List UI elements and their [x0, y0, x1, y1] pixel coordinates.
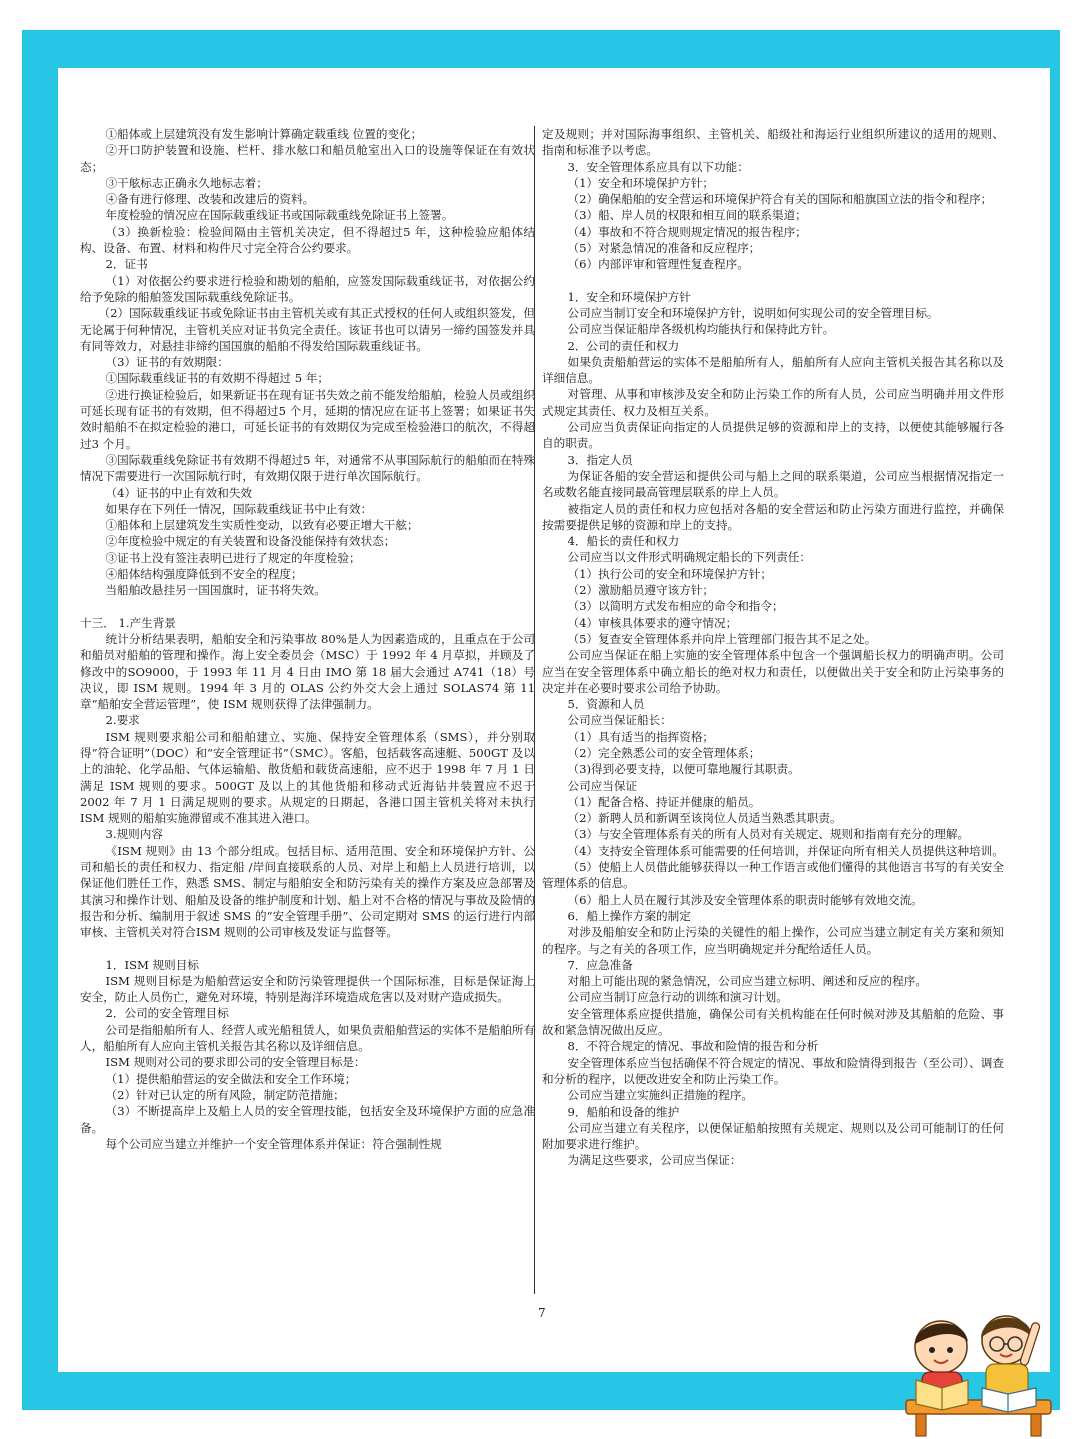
paragraph: （3）证书的有效期限： — [105, 355, 229, 370]
paragraph: ISM 规则对公司的要求即公司的安全管理目标是： — [105, 1055, 366, 1070]
paragraph: 2.要求 — [105, 713, 140, 728]
section-heading: 2．公司的责任和权力 — [567, 338, 680, 353]
paragraph: （1）具有适当的指挥资格； — [567, 729, 715, 744]
paragraph: （1）对依据公约要求进行检验和勘划的船舶，应签发国际载重线证书，对依据公约给予免除的船舶签发国际载重线免除证书。 — [80, 273, 535, 304]
paragraph: （2）完全熟悉公司的安全管理体系； — [567, 745, 761, 760]
section-heading: 3．指定人员 — [567, 452, 633, 467]
paragraph: 定及规则；并对国际海事组织、主管机关、船级社和海运行业组织所建议的适用的规则、指南和标准予以考虑。 — [542, 127, 1004, 158]
paragraph: 当船舶改悬挂另一国国旗时，证书将失效。 — [105, 583, 326, 598]
paragraph: ②年度检验中规定的有关装置和设备没能保持有效状态； — [105, 534, 396, 549]
paragraph: ①船体和上层建筑发生实质性变动，以致有必要正增大干舷； — [105, 518, 419, 533]
paragraph: ②进行换证检验后，如果新证书在现有证书失效之前不能发给船舶，检验人员或组织可延长现有证书的有效期，但不得超过5 个月，延期的情况应在证书上签署；如果证书失效时船舶不在拟定检验的港口，可延长证书的有效期仅为完成至检验港口的航次，不得超过3 个月。 — [80, 387, 535, 451]
paragraph: ③国际载重线免除证书有效期不得超过5 年，对通常不从事国际航行的船舶而在特殊情况下需要进行一次国际航行时，有效期仅限于进行单次国际航行。 — [80, 452, 535, 484]
paragraph: 公司应当建立实施纠正措施的程序。 — [567, 1088, 754, 1103]
right-column — [542, 126, 1004, 1169]
paragraph: ④备有进行修理、改装和改建后的资料。 — [105, 192, 315, 207]
paragraph: （4）审核具体要求的遵守情况； — [567, 615, 738, 630]
paragraph: ②开口防护装置和设施、栏杆、排水舷口和船员舱室出入口的设施等保证在有效状态； — [80, 143, 535, 174]
paragraph: （3）以简明方式发布相应的命令和指令； — [567, 599, 784, 614]
paragraph: （1）配备合格、持证并健康的船员。 — [567, 794, 761, 809]
paragraph: 安全管理体系应当包括确保不符合规定的情况、事故和险情得到报告（至公司）、调查和分析的程序，以便改进安全和防止污染工作。 — [542, 1055, 1004, 1086]
section-heading: 5．资源和人员 — [567, 697, 645, 712]
paragraph: 公司应当保证 — [567, 778, 638, 793]
paragraph: 3．安全管理体系应具有以下功能： — [567, 159, 749, 174]
paragraph: （5）复查安全管理体系并向岸上管理部门报告其不足之处。 — [567, 631, 877, 646]
paragraph: 公司应当保证在船上实施的安全管理体系中包含一个强调船长权力的明确声明。公司应当在安全管理体系中确立船长的绝对权力和责任，以便做出关于安全和防止污染事务的决定并在必要时要求公司给予协助。 — [542, 648, 1004, 695]
page-number: 7 — [538, 1306, 546, 1320]
paragraph: 3.规则内容 — [105, 827, 163, 842]
paragraph: （2）新聘人员和新调至该岗位人员适当熟悉其职责。 — [567, 811, 842, 826]
paragraph: 如果存在下列任一情况，国际载重线证书中止有效： — [105, 501, 373, 516]
paragraph: （5）使船上人员借此能够获得以一种工作语言或他们懂得的其他语言书写的有关安全管理体系的信息。 — [542, 860, 1004, 891]
column-divider — [534, 126, 536, 1294]
paragraph: 公司应当负责保证向指定的人员提供足够的资源和岸上的支持，以便使其能够履行各自的职责。 — [542, 420, 1004, 451]
section-heading: 1．安全和环境保护方针 — [567, 289, 691, 304]
paragraph: 公司应当制订安全和环境保护方针，说明如何实现公司的安全管理目标。 — [567, 305, 939, 320]
paragraph: （3）不断提高岸上及船上人员的安全管理技能，包括安全及环境保护方面的应急准备。 — [80, 1104, 535, 1135]
paragraph: 被指定人员的责任和权力应包括对各船的安全营运和防止污染方面进行监控，并确保按需要提供足够的资源和岸上的支持。 — [542, 501, 1004, 532]
paragraph: 如果负责船舶营运的实体不是船舶所有人，船舶所有人应向主管机关报告其名称以及详细信息。 — [542, 354, 1004, 386]
paragraph: （2）激励船员遵守该方针； — [567, 583, 715, 598]
paragraph: 公司是指船舶所有人、经营人或光船租赁人，如果负责船舶营运的实体不是船舶所有人，船舶所有人应向主管机关报告其名称以及详细信息。 — [80, 1022, 535, 1054]
paragraph: 公司应当保证船岸各级机构均能执行和保持此方针。 — [567, 322, 835, 337]
paragraph: ①国际载重线证书的有效期不得超过 5 年； — [105, 371, 329, 386]
paragraph: ①船体或上层建筑没有发生影响计算确定载重线 位置的变化； — [105, 127, 423, 141]
paragraph: （3）船、岸人员的权限和相互间的联系渠道； — [567, 208, 807, 223]
paragraph: 公司应当保证船长： — [567, 713, 672, 728]
paragraph: 对船上可能出现的紧急情况，公司应当建立标明、阐述和反应的程序。 — [567, 974, 927, 989]
paragraph: ③干舷标志正确永久地标志着； — [105, 175, 268, 190]
paragraph: （1）安全和环境保护方针； — [567, 175, 715, 190]
paragraph: （4）事故和不符合规则规定情况的报告程序； — [567, 224, 807, 239]
section-heading: 8．不符合规定的情况、事故和险情的报告和分析 — [567, 1039, 819, 1054]
section-heading: 1．ISM 规则目标 — [105, 957, 199, 972]
document-page — [58, 68, 1050, 1372]
section-heading: 十三． 1.产生背景 — [80, 615, 176, 630]
paragraph: （4）支持安全管理体系可能需要的任何培训，并保证向所有相关人员提供这种培训。 — [567, 843, 1004, 858]
paragraph: ISM 规则要求船公司和船舶建立、实施、保持安全管理体系（SMS），并分别取得“符合证明”（DOC）和“安全管理证书”（SMC）。客船，包括载客高速艇、500GT 及以上的油轮、化学品船、气体运输船、散货船和载货高速船，应不迟于 1998 年 7 月 1 日满足 ISM 规则的要求。500GT 及以上的其他货船和移动式近海钻井装置应不迟于 2002 年 7 月 1 日满足规则的要求。从规定的日期起，各港口国主管机关将对未执行 ISM 规则的船舶实施滞留或不准其进入港口。 — [80, 729, 535, 826]
paragraph: ISM 规则目标是为船舶营运安全和防污染管理提供一个国际标准，目标是保证海上安全，防止人员伤亡，避免对环境，特别是海洋环境造成危害以及对财产造成损失。 — [80, 973, 535, 1005]
paragraph: （5）对紧急情况的准备和反应程序； — [567, 241, 761, 256]
paragraph: （3）与安全管理体系有关的所有人员对有关规定、规则和指南有充分的理解。 — [567, 827, 970, 842]
left-column — [80, 126, 535, 1152]
section-heading: 7．应急准备 — [567, 957, 633, 972]
paragraph: 对涉及船舶安全和防止污染的关键性的船上操作，公司应当建立制定有关方案和须知的程序。与之有关的各项工作，应当明确规定并分配给适任人员。 — [542, 925, 1004, 956]
section-heading: 9．船舶和设备的维护 — [567, 1104, 680, 1119]
paragraph: （3)得到必要支持，以便可靠地履行其职责。 — [567, 762, 800, 777]
paragraph: 《ISM 规则》由 13 个部分组成。包括目标、适用范围、安全和环境保护方针、公司和船长的责任和权力、指定船 /岸间直接联系的人员、对岸上和船上人员进行培训，以保证他们胜任工作，熟悉 SMS、制定与船舶安全和防污染有关的操作方案及应急部署及其演习和操作计划、船舶及设备的维护制度和计划、船上对不合格的情况与事故及险情的报告和分析、编制用于叙述 SMS 的“安全管理手册”、公司定期对 SMS 的运行进行内部审核、主管机关对符合ISM 规则的公司审核及发证与监督等。 — [80, 843, 535, 940]
paragraph: （6）内部评审和管理性复查程序。 — [567, 257, 749, 272]
paragraph: 安全管理体系应提供措施，确保公司有关机构能在任何时候对涉及其船舶的危险、事故和紧急情况做出反应。 — [542, 1006, 1004, 1038]
paragraph: 为满足这些要求，公司应当保证： — [567, 1153, 742, 1168]
paragraph: 年度检验的情况应在国际载重线证书或国际载重线免除证书上签署。 — [105, 208, 454, 223]
section-heading: 6．船上操作方案的制定 — [567, 908, 691, 923]
paragraph: 2．证书 — [105, 257, 148, 272]
section-heading: 4．船长的责任和权力 — [567, 534, 680, 549]
paragraph: （2）针对已认定的所有风险，制定防范措施； — [105, 1087, 345, 1102]
paragraph: （1）提供船舶营运的安全做法和安全工作环境； — [105, 1071, 357, 1086]
paragraph: 对管理、从事和审核涉及安全和防止污染工作的所有人员，公司应当明确并用文件形式规定其责任、权力及相互关系。 — [542, 387, 1004, 418]
paragraph: 2．公司的安全管理目标 — [105, 1006, 229, 1021]
paragraph: （3）换新检验：检验间隔由主管机关决定，但不得超过5 年，这种检验应船体结构、设备、布置、材料和构件尺寸完全符合公约要求。 — [80, 224, 535, 256]
paragraph: 公司应当以文件形式明确规定船长的下列责任： — [567, 550, 811, 565]
paragraph: 公司应当制订应急行动的训练和演习计划。 — [567, 990, 788, 1005]
reading-children-illustration — [886, 1292, 1056, 1437]
paragraph: 每个公司应当建立并维护一个安全管理体系并保证：符合强制性规 — [105, 1136, 442, 1151]
paragraph: ④船体结构强度降低到不安全的程度； — [105, 567, 303, 582]
paragraph: ③证书上没有签注表明已进行了规定的年度检验； — [105, 550, 361, 565]
paragraph: 为保证各船的安全营运和提供公司与船上之间的联系渠道，公司应当根据情况指定一名或数名能直接同最高管理层联系的岸上人员。 — [542, 468, 1004, 500]
paragraph: 统计分析结果表明，船舶安全和污染事故 80%是人为因素造成的，且重点在于公司和船员对船舶的管理和操作。海上安全委员会（MSC）于 1992 年 4 月草拟，并顾及了修改中的SO9000，于 1993 年 11 月 4 日由 IMO 第 18 届大会通过 A741（18）号决议，即 ISM 规则。1994 年 3 月的 OLAS 公约外交大会上通过 SOLAS74 第 11 章“船舶安全营运管理”，使 ISM 规则获得了法律强制力。 — [80, 631, 535, 712]
paragraph: 公司应当建立有关程序，以便保证船舶按照有关规定、规则以及公司可能制订的任何附加要求进行维护。 — [542, 1120, 1004, 1152]
paragraph: （1）执行公司的安全和环境保护方针； — [567, 566, 772, 581]
paragraph: （6）船上人员在履行其涉及安全管理体系的职责时能够有效地交流。 — [567, 892, 923, 907]
paragraph: （4）证书的中止有效和失效 — [105, 485, 253, 500]
paragraph: （2）国际载重线证书或免除证书由主管机关或有其正式授权的任何人或组织签发，但无论属于何种情况，主管机关应对证书负完全责任。该证书也可以请另一缔约国签发并具有同等效力，对悬挂非缔约国国旗的船舶不得发给国际载重线证书。 — [80, 306, 535, 353]
paragraph: （2）确保船舶的安全营运和环境保护符合有关的国际和船旗国立法的指令和程序； — [567, 192, 993, 207]
